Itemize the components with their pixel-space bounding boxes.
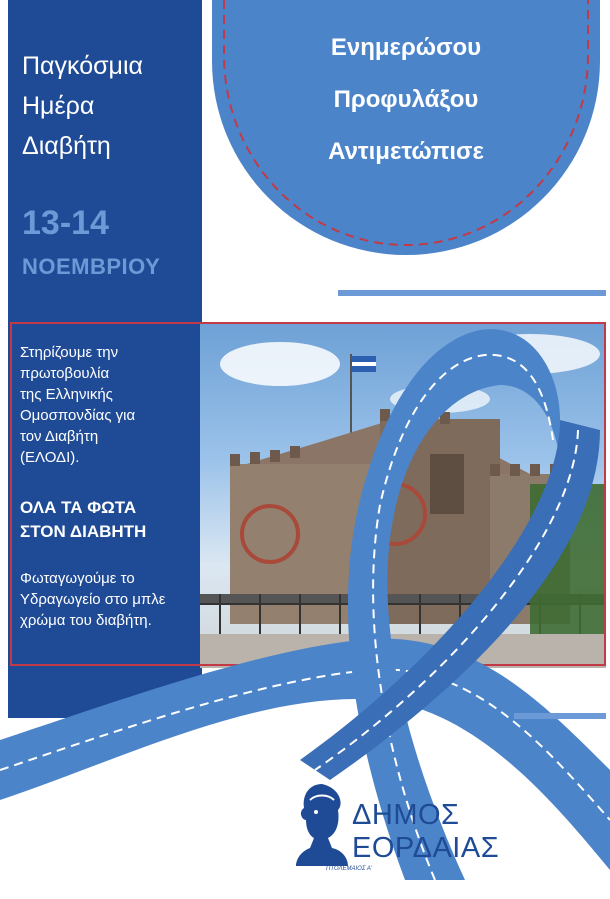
closing-line-2: Υδραγωγείο στο μπλε xyxy=(20,591,166,608)
closing-line-1: Φωταγωγούμε το xyxy=(20,570,135,587)
logo-caption: ΠΤΟΛΕΜΑΙΟΣ Α' xyxy=(326,866,373,872)
event-date-days: 13-14 xyxy=(22,204,109,242)
event-date-month: ΝΟΕΜΒΡΙΟΥ xyxy=(22,254,161,279)
slogan-2: Προφυλάξου xyxy=(333,86,479,113)
intro-line-3: της Ελληνικής xyxy=(20,386,113,403)
decor-stripe-bottom xyxy=(514,713,606,719)
slogan-1: Ενημερώσου xyxy=(330,34,482,61)
closing-line-3: χρώμα του διαβήτη. xyxy=(20,612,152,629)
intro-line-6: (ΕΛΟΔΙ). xyxy=(20,449,80,466)
event-title-line-2: Ημέρα xyxy=(22,92,95,120)
municipality-name-line-2: ΕΟΡΔΑΙΑΣ xyxy=(352,832,500,864)
intro-line-2: πρωτοβουλία xyxy=(20,365,110,382)
headline-line-1: ΟΛΑ ΤΑ ΦΩΤΑ xyxy=(20,498,137,517)
ptolemy-bust-icon xyxy=(292,778,352,868)
intro-line-4: Ομοσπονδίας για xyxy=(20,407,136,424)
municipality-name xyxy=(352,799,499,865)
slogan-3: Αντιμετώπισε xyxy=(328,138,484,165)
municipality-name-line-1: ΔΗΜΟΣ xyxy=(352,799,460,831)
headline-line-2: ΣΤΟΝ ΔΙΑΒΗΤΗ xyxy=(20,522,147,541)
intro-line-1: Στηρίζουμε την xyxy=(20,344,119,361)
event-title-line-3: Διαβήτη xyxy=(22,132,111,160)
event-title-line-1: Παγκόσμια xyxy=(22,52,143,80)
intro-line-5: τον Διαβήτη xyxy=(20,428,99,445)
